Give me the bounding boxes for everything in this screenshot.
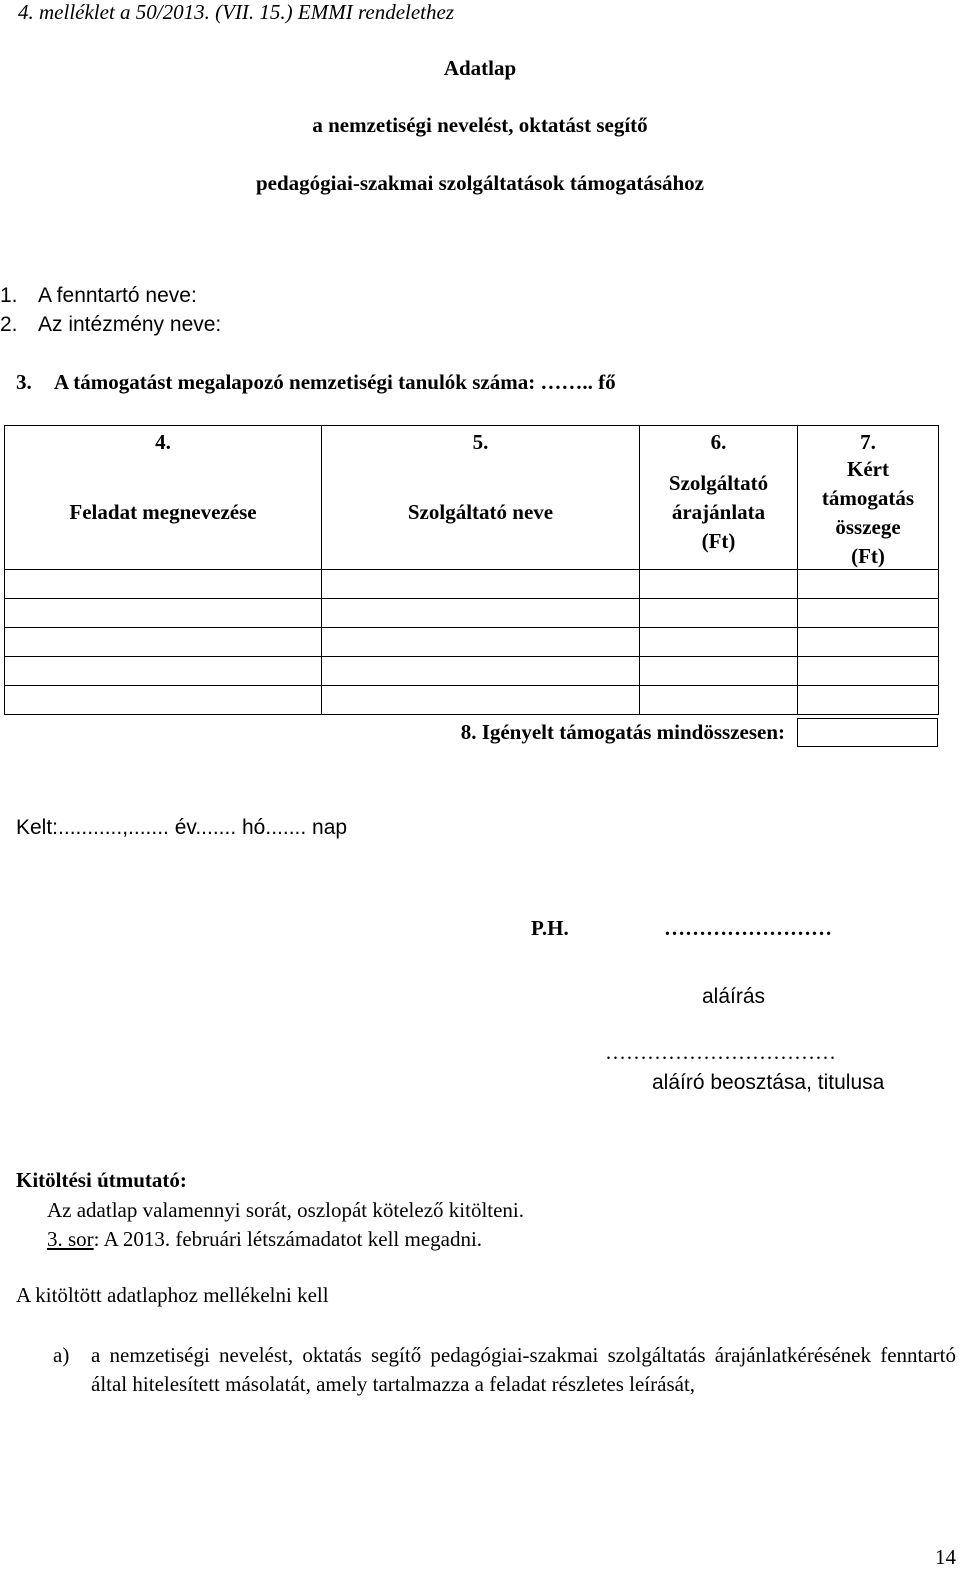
column-header-task — [5, 426, 322, 570]
table-cell[interactable] — [798, 657, 939, 686]
table-cell[interactable] — [640, 686, 798, 715]
field-student-count-number: 3. — [16, 370, 32, 394]
table-row — [5, 599, 939, 628]
column-label-line: (Ft) — [851, 543, 885, 568]
signer-title-label: aláíró beosztása, titulusa — [652, 1071, 885, 1094]
signature-dots: …………………… — [664, 916, 832, 940]
table-cell[interactable] — [640, 628, 798, 657]
table-row — [5, 657, 939, 686]
attachment-item-a — [53, 1341, 956, 1399]
field-student-count — [16, 370, 616, 395]
table-cell[interactable] — [798, 686, 939, 715]
column-label: Szolgáltató neve — [407, 500, 554, 524]
regulation-reference-text: 4. melléklet a 50/2013. (VII. 15.) EMMI rendelethez — [18, 0, 454, 24]
field-institution-number: 2. — [0, 313, 18, 336]
guide-line-1: Az adatlap valamennyi sorát, oszlopát kötelező kitölteni. — [47, 1198, 525, 1222]
field-maintainer-label: A fenntartó neve: — [38, 284, 197, 307]
column-header-requested — [798, 426, 939, 570]
field-institution-label: Az intézmény neve: — [38, 313, 222, 336]
signer-title-dots: …………………………… — [605, 1040, 836, 1064]
column-number: 4. — [155, 430, 171, 454]
table-cell[interactable] — [322, 686, 640, 715]
column-label-line: támogatás — [821, 485, 915, 510]
regulation-reference — [18, 0, 454, 25]
table-cell[interactable] — [5, 657, 322, 686]
total-amount-box[interactable] — [797, 718, 938, 747]
attachment-item-letter: a) — [53, 1343, 70, 1367]
guide-title: Kitöltési útmutató: — [16, 1168, 187, 1192]
guide-line-2 — [47, 1227, 482, 1252]
table-cell[interactable] — [798, 599, 939, 628]
table-cell[interactable] — [5, 686, 322, 715]
table-cell[interactable] — [798, 570, 939, 599]
table-cell[interactable] — [640, 599, 798, 628]
column-number: 5. — [472, 430, 489, 454]
column-number: 7. — [860, 430, 876, 454]
table-cell[interactable] — [322, 570, 640, 599]
column-label-line: Kért — [847, 456, 889, 481]
field-student-count-label: A támogatást megalapozó nemzetiségi tanulók száma: …….. fő — [54, 370, 616, 394]
guide-line-2-text: : A 2013. februári létszámadatot kell megadni. — [93, 1227, 483, 1251]
column-label-line: árajánlata — [671, 500, 766, 524]
table-cell[interactable] — [5, 570, 322, 599]
table-cell[interactable] — [798, 628, 939, 657]
table-cell[interactable] — [322, 599, 640, 628]
column-header-offer — [640, 426, 798, 570]
document-title: Adatlap — [443, 56, 517, 80]
table-cell[interactable] — [322, 628, 640, 657]
table-cell[interactable] — [5, 599, 322, 628]
field-maintainer-name — [0, 284, 197, 308]
total-label: 8. Igényelt támogatás mindösszesen: — [460, 720, 785, 744]
attachment-item-text: a nemzetiségi nevelést, oktatás segítő pedagógiai-szakmai szolgáltatás árajánlatkérésének fenntartó által hitelesített másolatát, amely tartalmazza a feladat részletes leírását, — [91, 1343, 956, 1396]
field-institution-name — [0, 313, 221, 337]
table-cell[interactable] — [322, 657, 640, 686]
table-header-row — [5, 426, 939, 570]
column-label: Feladat megnevezése — [69, 500, 257, 524]
column-label-line: (Ft) — [701, 529, 736, 553]
stamp-placeholder: P.H. — [531, 916, 569, 940]
table-cell[interactable] — [5, 628, 322, 657]
table-row — [5, 628, 939, 657]
document-subtitle-1: a nemzetiségi nevelést, oktatást segítő — [312, 113, 648, 137]
signature-label: aláírás — [702, 985, 766, 1008]
column-label-line: Szolgáltató — [668, 471, 769, 495]
support-table — [4, 425, 939, 715]
date-line: Kelt:...........,....... év....... hó....... nap — [16, 816, 348, 839]
column-number: 6. — [710, 430, 727, 454]
table-cell[interactable] — [640, 570, 798, 599]
column-label-line: összege — [835, 514, 901, 539]
guide-line-2-prefix: 3. sor — [47, 1227, 94, 1251]
table-cell[interactable] — [640, 657, 798, 686]
field-maintainer-number: 1. — [0, 284, 18, 307]
attachments-intro: A kitöltött adatlaphoz mellékelni kell — [16, 1283, 329, 1307]
table-row — [5, 570, 939, 599]
page-number: 14 — [935, 1545, 956, 1569]
document-subtitle-2: pedagógiai-szakmai szolgáltatások támogatásához — [256, 171, 704, 195]
table-row — [5, 686, 939, 715]
column-header-provider — [322, 426, 640, 570]
